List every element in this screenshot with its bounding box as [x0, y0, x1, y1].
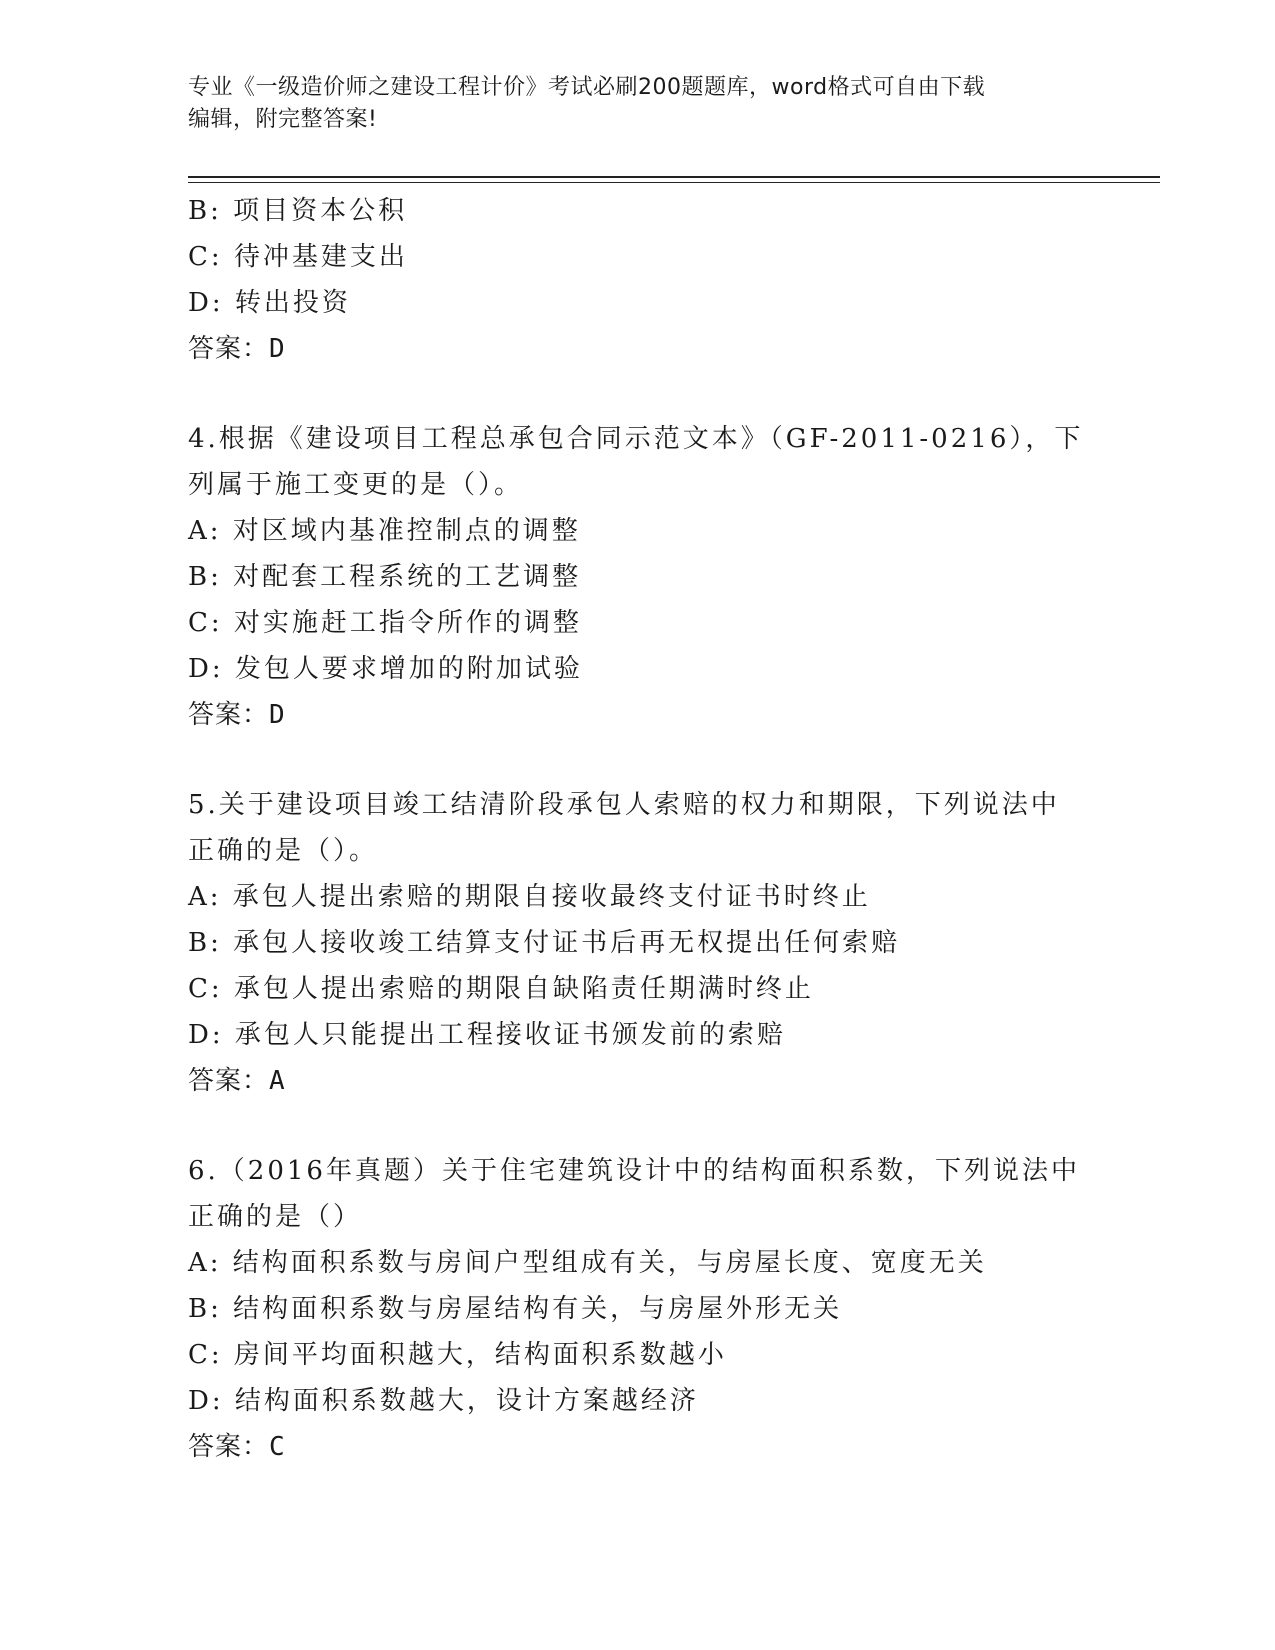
- answer-label: 答案：: [188, 1066, 270, 1096]
- option-c: C: 待冲基建支出: [188, 242, 408, 272]
- option-d: D: 承包人只能提出工程接收证书颁发前的索赔: [188, 1020, 786, 1050]
- answer-line: [188, 326, 1088, 372]
- option-d: D: 发包人要求增加的附加试验: [188, 654, 583, 684]
- option-a: A: 对区域内基准控制点的调整: [188, 516, 581, 546]
- question-stem-continued: 正确的是（）: [188, 1202, 363, 1232]
- answer-label: 答案：: [188, 334, 270, 364]
- question-stem: 6.（2016年真题）关于住宅建筑设计中的结构面积系数，下列说法中: [188, 1156, 1080, 1186]
- option-b: B: 结构面积系数与房屋结构有关，与房屋外形无关: [188, 1294, 843, 1324]
- answer-line: [188, 1058, 1088, 1104]
- option-c: C: 对实施赶工指令所作的调整: [188, 608, 582, 638]
- option-c: C: 房间平均面积越大，结构面积系数越小: [188, 1340, 727, 1370]
- question-stem: 4.根据《建设项目工程总承包合同示范文本》（GF-2011-0216），下: [188, 424, 1084, 454]
- answer-line: [188, 692, 1088, 738]
- answer-value: C: [269, 1432, 286, 1462]
- answer-value: A: [269, 1066, 286, 1096]
- answer-line: [188, 1424, 1088, 1470]
- option-a: A: 结构面积系数与房间户型组成有关，与房屋长度、宽度无关: [188, 1248, 987, 1278]
- option-a: A: 承包人提出索赔的期限自接收最终支付证书时终止: [188, 882, 871, 912]
- document-header: [188, 72, 1088, 136]
- question-stem-continued: 正确的是（）。: [188, 836, 379, 866]
- answer-label: 答案：: [188, 700, 270, 730]
- option-c: C: 承包人提出索赔的期限自缺陷责任期满时终止: [188, 974, 814, 1004]
- question-list: [188, 188, 1088, 1470]
- answer-value: D: [269, 700, 286, 730]
- option-b: B: 对配套工程系统的工艺调整: [188, 562, 582, 592]
- question-6: [188, 1148, 1088, 1470]
- answer-value: D: [269, 334, 286, 364]
- option-d: D: 转出投资: [188, 288, 351, 318]
- answer-label: 答案：: [188, 1432, 270, 1462]
- question-5: [188, 782, 1088, 1104]
- header-divider-thin: [188, 182, 1160, 183]
- header-title-line-1: 专业《一级造价师之建设工程计价》考试必刷200题题库，word格式可自由下载: [188, 75, 986, 100]
- header-title-line-2: 编辑，附完整答案!: [188, 107, 378, 132]
- question-stem: 5.关于建设项目竣工结清阶段承包人索赔的权力和期限，下列说法中: [188, 790, 1060, 820]
- question-stem-continued: 列属于施工变更的是（）。: [188, 470, 524, 500]
- question-4: [188, 416, 1088, 738]
- question-3-continued: [188, 188, 1088, 372]
- option-b: B: 项目资本公积: [188, 196, 408, 226]
- option-d: D: 结构面积系数越大，设计方案越经济: [188, 1386, 699, 1416]
- option-b: B: 承包人接收竣工结算支付证书后再无权提出任何索赔: [188, 928, 901, 958]
- header-divider-thick: [188, 176, 1160, 178]
